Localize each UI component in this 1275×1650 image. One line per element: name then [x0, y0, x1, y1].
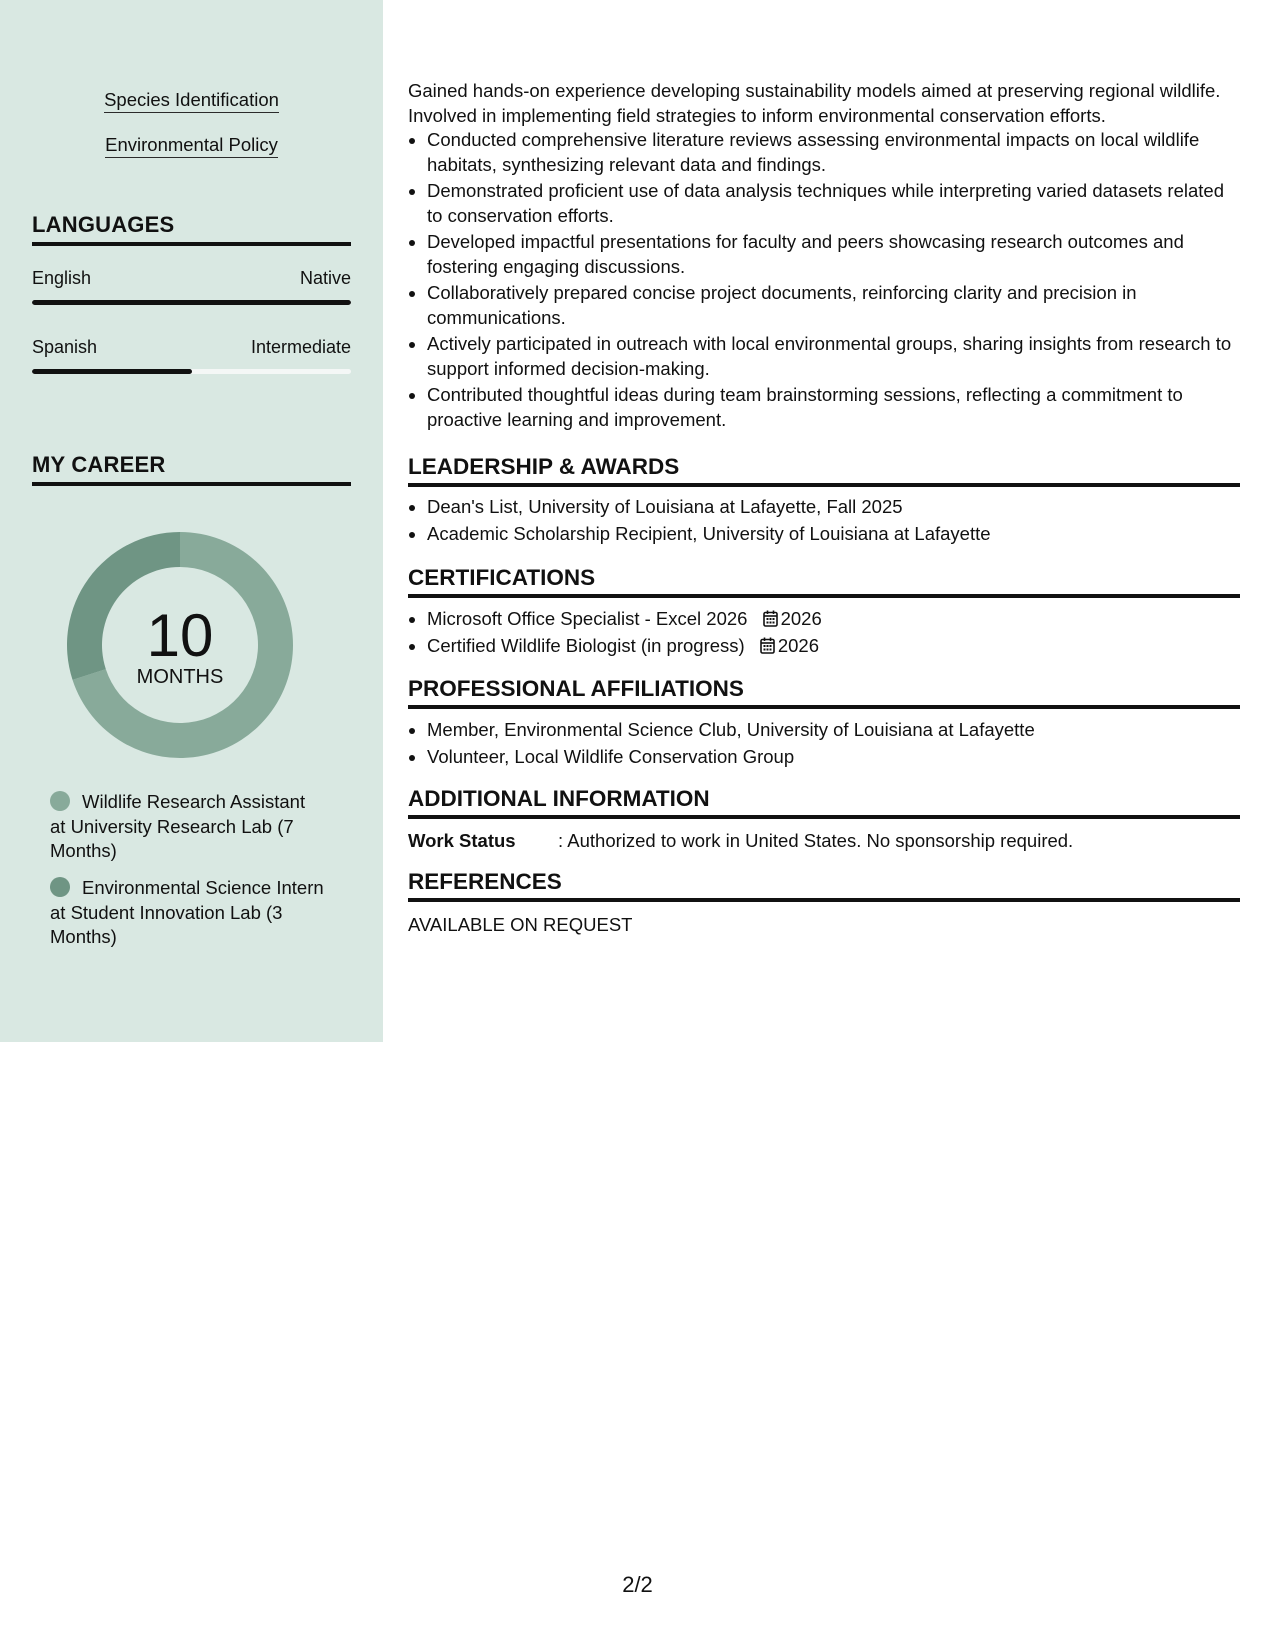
career-legend-label: Environmental Science Intern at Student Innovation Lab (3 Months) — [50, 877, 324, 947]
language-row — [32, 337, 351, 358]
list-item: Contributed thoughtful ideas during team brainstorming sessions, reflecting a commitment to proactive learning and improvement. — [408, 383, 1240, 432]
affiliations-list — [408, 718, 1240, 772]
additional-info-heading: ADDITIONAL INFORMATION — [408, 786, 1240, 819]
language-proficiency-fill — [32, 300, 351, 305]
language-name: Spanish — [32, 337, 98, 357]
language-proficiency-fill — [32, 369, 192, 374]
certification-name: Microsoft Office Specialist - Excel 2026 — [427, 608, 748, 629]
career-legend-item — [50, 876, 325, 950]
skill-item: Environmental Policy — [0, 133, 383, 157]
list-item: Dean's List, University of Louisiana at Lafayette, Fall 2025 — [408, 495, 1240, 520]
list-item — [408, 607, 1240, 632]
list-item: Developed impactful presentations for faculty and peers showcasing research outcomes and fostering engaging discussions. — [408, 230, 1240, 279]
certification-year: 2026 — [780, 608, 822, 629]
list-item — [408, 634, 1240, 659]
career-total-unit: MONTHS — [136, 666, 224, 688]
leadership-list — [408, 495, 1240, 549]
list-item: Collaboratively prepared concise project documents, reinforcing clarity and precision in communications. — [408, 281, 1240, 330]
list-item: Academic Scholarship Recipient, University of Louisiana at Lafayette — [408, 522, 1240, 547]
work-status-label: Work Status — [408, 830, 516, 851]
language-row — [32, 268, 351, 289]
career-legend-dot — [50, 877, 70, 897]
references-text: AVAILABLE ON REQUEST — [408, 914, 633, 935]
language-level: Intermediate — [250, 337, 351, 357]
career-legend-item — [50, 790, 325, 864]
work-status-value: : Authorized to work in United States. No sponsorship required. — [558, 830, 1074, 851]
career-total-months: 10 — [146, 602, 214, 669]
list-item: Conducted comprehensive literature reviews assessing environmental impacts on local wildlife habitats, synthesizing relevant data and findings. — [408, 128, 1240, 177]
list-item: Volunteer, Local Wildlife Conservation Group — [408, 745, 1240, 770]
career-legend-label: Wildlife Research Assistant at University Research Lab (7 Months) — [50, 791, 306, 861]
career-legend-dot — [50, 791, 70, 811]
language-proficiency-bar — [32, 300, 351, 305]
calendar-icon — [760, 637, 775, 654]
experience-bullets — [408, 128, 1240, 434]
language-level: Native — [299, 268, 351, 288]
skill-item: Species Identification — [0, 88, 383, 112]
affiliations-heading: PROFESSIONAL AFFILIATIONS — [408, 676, 1240, 709]
language-proficiency-bar — [32, 369, 351, 374]
leadership-heading: LEADERSHIP & AWARDS — [408, 454, 1240, 487]
list-item: Demonstrated proficient use of data analysis techniques while interpreting varied datasets related to conservation efforts. — [408, 179, 1240, 228]
certification-name: Certified Wildlife Biologist (in progress) — [427, 635, 745, 656]
page-number: 2/2 — [622, 1572, 653, 1597]
certifications-heading: CERTIFICATIONS — [408, 565, 1240, 598]
certifications-list — [408, 607, 1240, 661]
list-item: Member, Environmental Science Club, University of Louisiana at Lafayette — [408, 718, 1240, 743]
list-item: Actively participated in outreach with local environmental groups, sharing insights from research to support informed decision-making. — [408, 332, 1240, 381]
language-name: English — [32, 268, 92, 288]
calendar-icon — [763, 610, 778, 627]
experience-summary: Gained hands-on experience developing sustainability models aimed at preserving regional wildlife. Involved in implementing field strategies to inform environmental conservation efforts. — [408, 80, 1221, 126]
references-heading: REFERENCES — [408, 869, 1240, 902]
career-heading: MY CAREER — [32, 452, 351, 486]
languages-heading: LANGUAGES — [32, 212, 351, 246]
certification-year: 2026 — [777, 635, 819, 656]
